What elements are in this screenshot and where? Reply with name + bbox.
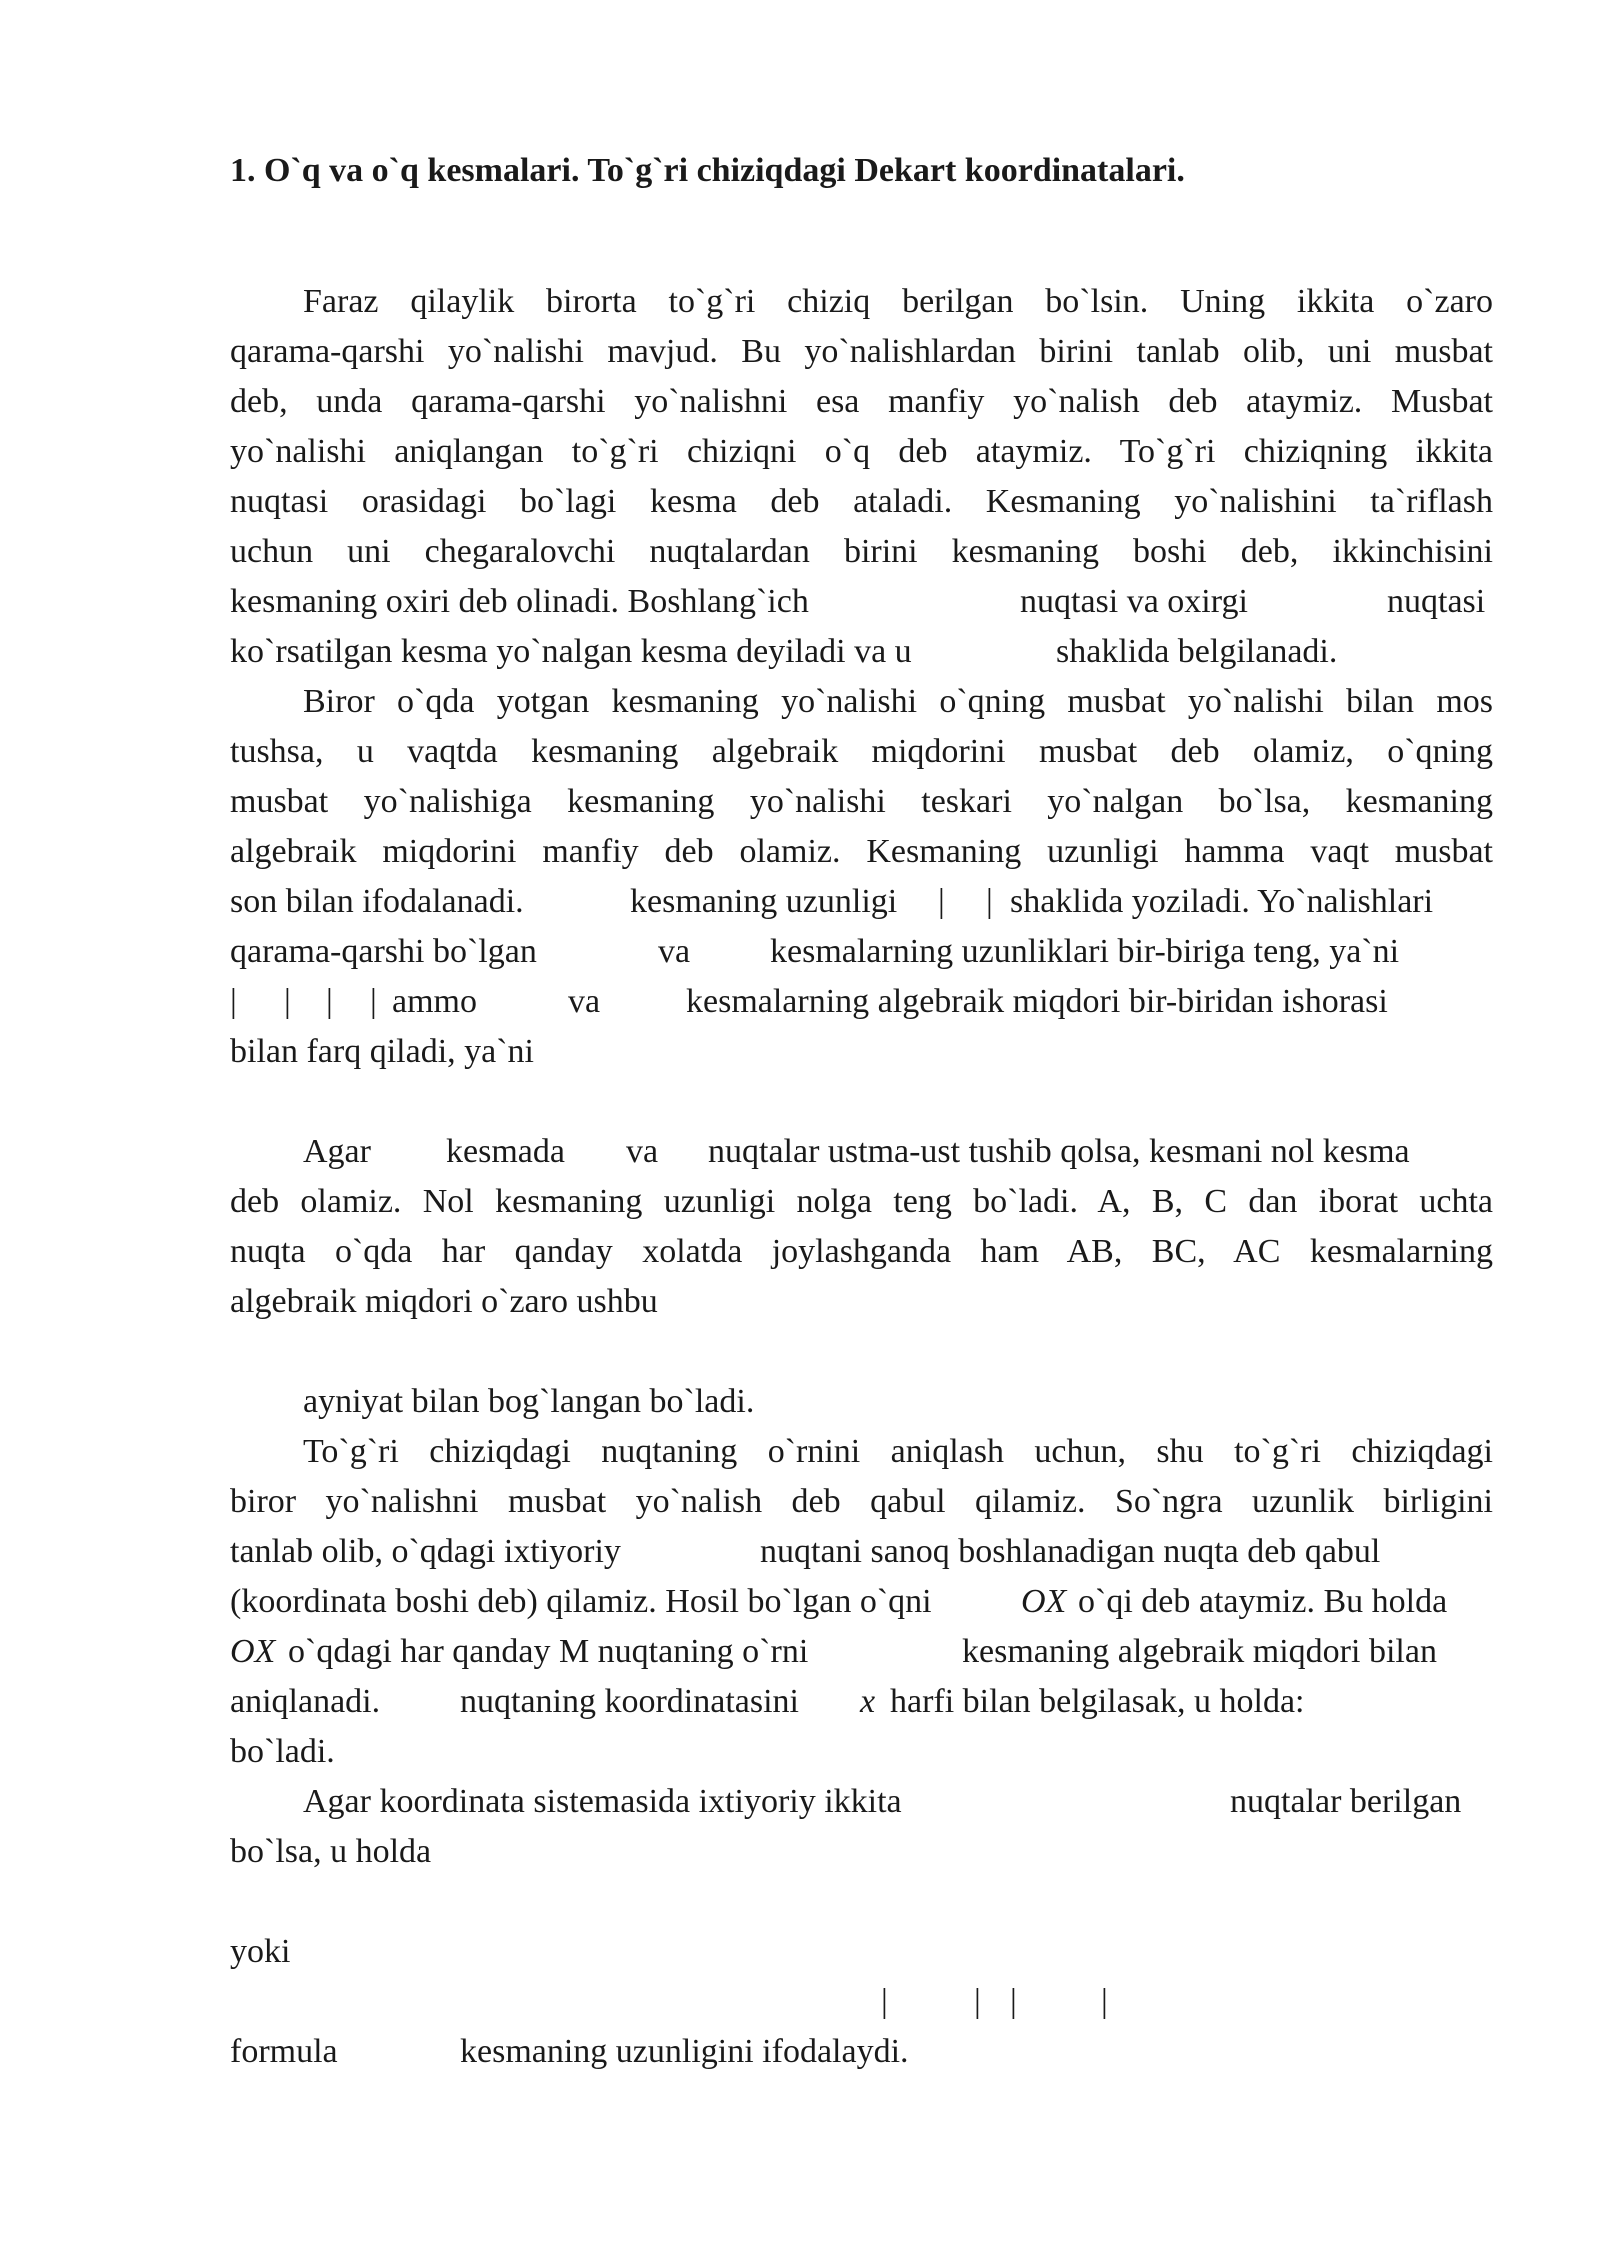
text-fragment: kesmalarning uzunliklari bir-biriga teng, ya`ni bbox=[770, 933, 1400, 970]
text-fragment: kesmalarning algebraik miqdori bir-biridan ishorasi bbox=[686, 983, 1388, 1020]
abs-bar: | bbox=[230, 983, 237, 1020]
text-fragment: ko`rsatilgan kesma yo`nalgan kesma deyiladi va u bbox=[230, 633, 912, 670]
paragraph-line: yoki bbox=[230, 1933, 291, 1970]
paragraph-line: nuqtasi orasidagi bo`lagi kesma deb ataladi. Kesmaning yo`nalishini ta`riflash bbox=[230, 483, 1493, 520]
text-fragment: kesmada bbox=[446, 1133, 565, 1170]
abs-bar: | bbox=[881, 1983, 888, 2020]
text-fragment: kesmaning uzunligini ifodalaydi. bbox=[460, 2033, 909, 2070]
formula-bars bbox=[230, 1982, 1493, 2022]
variable-x: x bbox=[860, 1683, 876, 1720]
text-fragment: kesmaning uzunligi bbox=[630, 883, 898, 920]
text-fragment: tanlab olib, o`qdagi ixtiyoriy bbox=[230, 1533, 621, 1570]
axis-label: OX bbox=[230, 1633, 276, 1670]
text-fragment: va bbox=[658, 933, 691, 970]
page-title: 1. O`q va o`q kesmalari. To`g`ri chiziqdagi Dekart koordinatalari. bbox=[230, 152, 1185, 189]
paragraph-line: Faraz qilaylik birorta to`g`ri chiziq berilgan bo`lsin. Uning ikkita o`zaro bbox=[303, 283, 1493, 320]
abs-bar: | bbox=[1010, 1983, 1017, 2020]
abs-bar: | bbox=[938, 883, 945, 920]
paragraph-line: bilan farq qiladi, ya`ni bbox=[230, 1033, 535, 1070]
paragraph-line bbox=[230, 1532, 1493, 1572]
text-fragment: o`qi deb ataymiz. Bu holda bbox=[1078, 1583, 1448, 1620]
paragraph-line: biror yo`nalishni musbat yo`nalish deb qabul qilamiz. So`ngra uzunlik birligini bbox=[230, 1483, 1493, 1520]
paragraph-line bbox=[230, 582, 1493, 622]
paragraph-line bbox=[230, 932, 1493, 972]
text-fragment: Agar koordinata sistemasida ixtiyoriy ikkita bbox=[303, 1783, 902, 1820]
paragraph-line: bo`ladi. bbox=[230, 1733, 335, 1770]
paragraph-line: bo`lsa, u holda bbox=[230, 1833, 432, 1870]
abs-bar: | bbox=[370, 983, 377, 1020]
paragraph-line bbox=[230, 1632, 1493, 1672]
text-fragment: nuqtalar ustma-ust tushib qolsa, kesmani nol kesma bbox=[708, 1133, 1410, 1170]
text-fragment: nuqtalar berilgan bbox=[1230, 1783, 1462, 1820]
paragraph-line bbox=[230, 1782, 1493, 1822]
paragraph-line: deb olamiz. Nol kesmaning uzunligi nolga teng bo`ladi. A, B, C dan iborat uchta bbox=[230, 1183, 1493, 1220]
text-fragment: va bbox=[568, 983, 601, 1020]
text-fragment: formula bbox=[230, 2033, 338, 2070]
text-fragment: kesmaning algebraik miqdori bilan bbox=[962, 1633, 1437, 1670]
text-fragment: nuqtani sanoq boshlanadigan nuqta deb qabul bbox=[760, 1533, 1381, 1570]
abs-bar: | bbox=[974, 1983, 981, 2020]
abs-bar: | bbox=[986, 883, 993, 920]
paragraph-line: deb, unda qarama-qarshi yo`nalishni esa manfiy yo`nalish deb ataymiz. Musbat bbox=[230, 383, 1493, 420]
text-fragment: nuqtaning koordinatasini bbox=[460, 1683, 800, 1720]
text-fragment: aniqlanadi. bbox=[230, 1683, 381, 1720]
paragraph-line bbox=[230, 2032, 1493, 2072]
text-fragment: kesmaning oxiri deb olinadi. Boshlang`ich bbox=[230, 583, 809, 620]
paragraph-line: algebraik miqdori o`zaro ushbu bbox=[230, 1283, 658, 1320]
paragraph-line: qarama-qarshi yo`nalishi mavjud. Bu yo`nalishlardan birini tanlab olib, uni musbat bbox=[230, 333, 1493, 370]
paragraph-line: uchun uni chegaralovchi nuqtalardan birini kesmaning boshi deb, ikkinchisini bbox=[230, 533, 1493, 570]
text-fragment: o`qdagi har qanday M nuqtaning o`rni bbox=[288, 1633, 809, 1670]
paragraph-line: nuqta o`qda har qanday xolatda joylashganda ham AB, BC, AC kesmalarning bbox=[230, 1233, 1493, 1270]
axis-label: OX bbox=[1021, 1583, 1067, 1620]
paragraph-line: musbat yo`nalishiga kesmaning yo`nalishi teskari yo`nalgan bo`lsa, kesmaning bbox=[230, 783, 1493, 820]
text-fragment: ammo bbox=[392, 983, 477, 1020]
text-fragment: (koordinata boshi deb) qilamiz. Hosil bo`lgan o`qni bbox=[230, 1583, 932, 1620]
text-fragment: nuqtasi va oxirgi bbox=[1020, 583, 1248, 620]
paragraph-line bbox=[230, 882, 1493, 922]
text-fragment: harfi bilan belgilasak, u holda: bbox=[890, 1683, 1305, 1720]
paragraph-line: yo`nalishi aniqlangan to`g`ri chiziqni o`q deb ataymiz. To`g`ri chiziqning ikkita bbox=[230, 433, 1493, 470]
text-fragment: Agar bbox=[303, 1133, 371, 1170]
paragraph-line bbox=[230, 982, 1493, 1022]
text-fragment: shaklida yoziladi. Yo`nalishlari bbox=[1010, 883, 1434, 920]
text-fragment: nuqtasi bbox=[1387, 583, 1486, 620]
paragraph-line: Biror o`qda yotgan kesmaning yo`nalishi o`qning musbat yo`nalishi bilan mos bbox=[303, 683, 1493, 720]
paragraph-line bbox=[230, 1582, 1493, 1622]
text-fragment: shaklida belgilanadi. bbox=[1056, 633, 1338, 670]
paragraph-line bbox=[230, 1682, 1493, 1722]
paragraph-line bbox=[230, 1132, 1493, 1172]
abs-bar: | bbox=[326, 983, 333, 1020]
abs-bar: | bbox=[284, 983, 291, 1020]
paragraph-line: algebraik miqdorini manfiy deb olamiz. Kesmaning uzunligi hamma vaqt musbat bbox=[230, 833, 1493, 870]
text-fragment: qarama-qarshi bo`lgan bbox=[230, 933, 537, 970]
abs-bar: | bbox=[1101, 1983, 1108, 2020]
text-fragment: son bilan ifodalanadi. bbox=[230, 883, 524, 920]
paragraph-line: To`g`ri chiziqdagi nuqtaning o`rnini aniqlash uchun, shu to`g`ri chiziqdagi bbox=[303, 1433, 1493, 1470]
paragraph-line: ayniyat bilan bog`langan bo`ladi. bbox=[303, 1383, 755, 1420]
paragraph-line: tushsa, u vaqtda kesmaning algebraik miqdorini musbat deb olamiz, o`qning bbox=[230, 733, 1493, 770]
paragraph-line bbox=[230, 632, 1493, 672]
text-fragment: va bbox=[626, 1133, 659, 1170]
